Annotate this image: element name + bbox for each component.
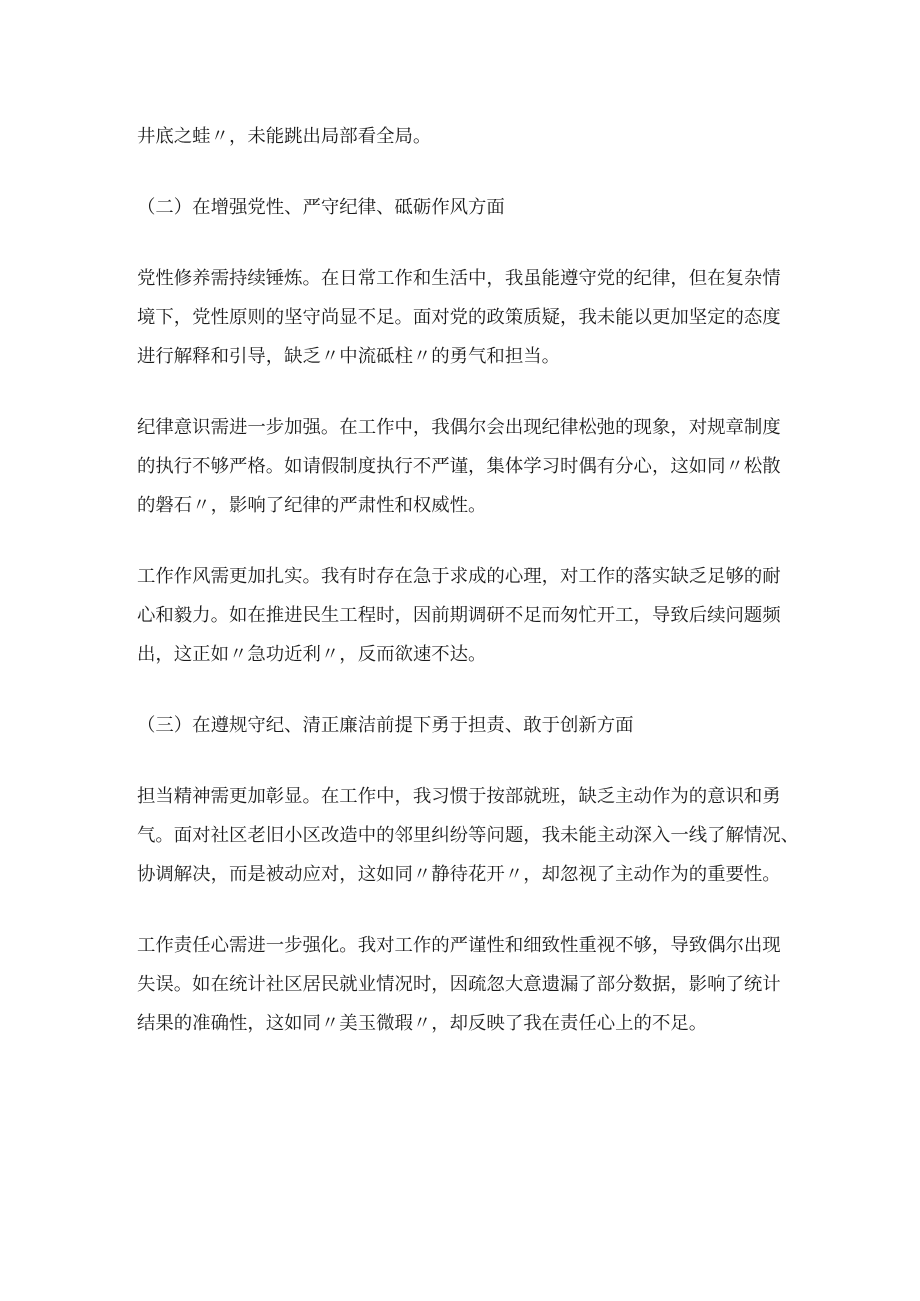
- text-line: 进行解释和引导，缺乏〃中流砥柱〃的勇气和担当。: [137, 346, 560, 367]
- text-line: 结果的准确性，这如同〃美玉微瑕〃，却反映了我在责任心上的不足。: [137, 1013, 708, 1034]
- text-line: 工作作风需更加扎实。我有时存在急于求成的心理，对工作的落实缺乏足够的耐: [137, 566, 781, 587]
- text-line: 井底之蛙〃，未能跳出局部看全局。: [137, 126, 432, 147]
- section-heading-2: （二）在增强党性、严守纪律、砥砺作风方面: [137, 197, 505, 218]
- text-line: 境下，党性原则的坚守尚显不足。面对党的政策质疑，我未能以更加坚定的态度: [137, 307, 781, 328]
- document-body: [137, 117, 800, 1075]
- text-line: 党性修养需持续锤炼。在日常工作和生活中，我虽能遵守党的纪律，但在复杂情: [137, 268, 781, 289]
- text-line: 纪律意识需进一步加强。在工作中，我偶尔会出现纪律松弛的现象，对规章制度: [137, 417, 781, 438]
- text-line: 失误。如在统计社区居民就业情况时，因疏忽大意遗漏了部分数据，影响了统计: [137, 974, 781, 995]
- text-line: 的磐石〃，影响了纪律的严肃性和权威性。: [137, 495, 487, 516]
- text-line: 担当精神需更加彰显。在工作中，我习惯于按部就班，缺乏主动作为的意识和勇: [137, 786, 781, 807]
- paragraph-work-style: [137, 557, 787, 674]
- text-line: 气。面对社区老旧小区改造中的邻里纠纷等问题，我未能主动深入一线了解情况、: [137, 825, 800, 846]
- paragraph-sense-of-duty: [137, 926, 787, 1043]
- text-line: 协调解决，而是被动应对，这如同〃静待花开〃，却忽视了主动作为的重要性。: [137, 864, 781, 885]
- text-line: 的执行不够严格。如请假制度执行不严谨，集体学习时偶有分心，这如同〃松散: [137, 456, 781, 477]
- paragraph-discipline: [137, 408, 787, 525]
- text-line: 工作责任心需进一步强化。我对工作的严谨性和细致性重视不够，导致偶尔出现: [137, 935, 781, 956]
- text-line: 出，这正如〃急功近利〃，反而欲速不达。: [137, 644, 487, 665]
- paragraph-responsibility: [137, 777, 800, 894]
- paragraph-continuation: [137, 117, 787, 156]
- paragraph-party-spirit: [137, 259, 787, 376]
- section-heading-3: （三）在遵规守纪、清正廉洁前提下勇于担责、敢于创新方面: [137, 715, 634, 736]
- text-line: 心和毅力。如在推进民生工程时，因前期调研不足而匆忙开工，导致后续问题频: [137, 605, 781, 626]
